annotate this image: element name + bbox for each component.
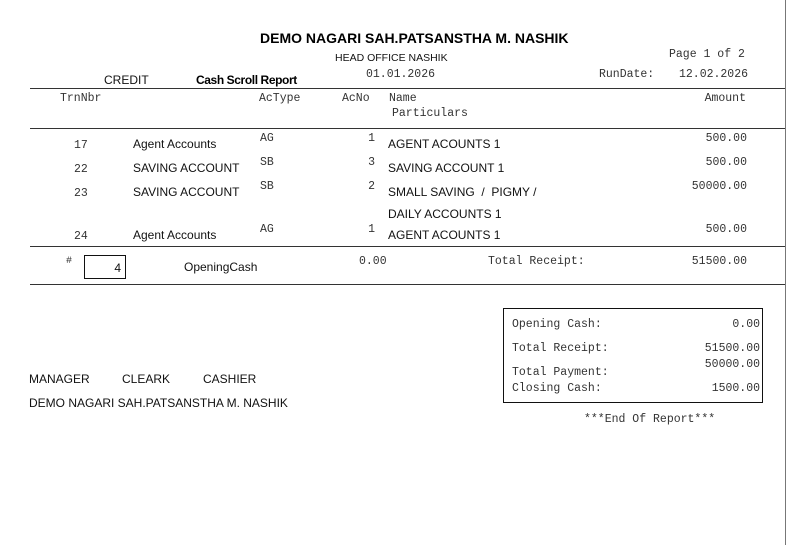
row-amount: 500.00 — [705, 223, 747, 236]
row-name: SMALL SAVING / PIGMY / — [388, 185, 537, 199]
opening-cash-value: 0.00 — [359, 255, 387, 268]
summary-receipt-label: Total Receipt: — [512, 342, 609, 355]
row-amount: 500.00 — [705, 156, 747, 169]
row-amount: 500.00 — [705, 132, 747, 145]
summary-opening-label: Opening Cash: — [512, 318, 602, 331]
row-name: AGENT ACOUNTS 1 — [388, 228, 501, 242]
page-indicator: Page 1 of 2 — [669, 48, 745, 61]
row-amount: 50000.00 — [691, 180, 747, 193]
col-header-trnnbr: TrnNbr — [60, 92, 102, 105]
col-header-actype: AcType — [259, 92, 301, 105]
row-name: SAVING ACCOUNT 1 — [388, 161, 505, 175]
branch-name: HEAD OFFICE NASHIK — [335, 52, 448, 64]
header-rule-bottom — [30, 128, 785, 129]
row-trn: 24 — [74, 230, 88, 243]
report-title: Cash Scroll Report — [196, 73, 297, 87]
row-description: Agent Accounts — [133, 228, 217, 242]
page-frame-right-border — [785, 0, 786, 545]
summary-closing-value: 1500.00 — [711, 382, 760, 395]
row-actype: SB — [260, 180, 274, 193]
row-acno: 1 — [368, 132, 375, 145]
total-receipt-label: Total Receipt: — [488, 255, 585, 268]
summary-payment-label: Total Payment: — [512, 366, 609, 379]
signature-clerk: CLEARK — [122, 372, 171, 386]
org-name-title: DEMO NAGARI SAH.PATSANSTHA M. NASHIK — [260, 30, 569, 46]
header-rule-top — [30, 88, 785, 89]
totals-rule-bottom — [30, 284, 785, 285]
cash-summary-box — [503, 308, 763, 403]
row-actype: AG — [260, 223, 274, 236]
signature-org-name: DEMO NAGARI SAH.PATSANSTHA M. NASHIK — [29, 396, 288, 410]
col-header-particulars: Particulars — [392, 107, 468, 120]
report-date: 01.01.2026 — [366, 68, 436, 81]
row-trn: 22 — [74, 163, 88, 176]
col-header-name: Name — [389, 92, 417, 105]
rundate-value: 12.02.2026 — [679, 68, 749, 81]
summary-opening-value: 0.00 — [732, 318, 760, 331]
report-type: CREDIT — [104, 73, 149, 87]
row-name-continued: DAILY ACCOUNTS 1 — [388, 207, 502, 221]
rundate-label: RunDate: — [599, 68, 655, 81]
row-acno: 2 — [368, 180, 375, 193]
rows-rule-bottom — [30, 246, 785, 247]
transaction-count: 4 — [114, 261, 121, 275]
end-of-report: ***End Of Report*** — [584, 413, 716, 426]
row-actype: AG — [260, 132, 274, 145]
total-receipt-value: 51500.00 — [691, 255, 747, 268]
row-acno: 3 — [368, 156, 375, 169]
row-acno: 1 — [368, 223, 375, 236]
count-hash-symbol: # — [66, 256, 73, 267]
summary-closing-label: Closing Cash: — [512, 382, 602, 395]
row-description: Agent Accounts — [133, 137, 217, 151]
row-actype: SB — [260, 156, 274, 169]
row-name: AGENT ACOUNTS 1 — [388, 137, 501, 151]
signature-cashier: CASHIER — [203, 372, 257, 386]
signature-manager: MANAGER — [29, 372, 90, 386]
row-description: SAVING ACCOUNT — [133, 161, 240, 175]
row-trn: 17 — [74, 139, 88, 152]
col-header-amount: Amount — [704, 92, 746, 105]
summary-payment-value: 50000.00 — [704, 358, 760, 371]
opening-cash-label: OpeningCash — [184, 260, 258, 274]
summary-receipt-value: 51500.00 — [704, 342, 760, 355]
row-trn: 23 — [74, 187, 88, 200]
col-header-acno: AcNo — [342, 92, 370, 105]
row-description: SAVING ACCOUNT — [133, 185, 240, 199]
transaction-count-box — [84, 255, 126, 279]
